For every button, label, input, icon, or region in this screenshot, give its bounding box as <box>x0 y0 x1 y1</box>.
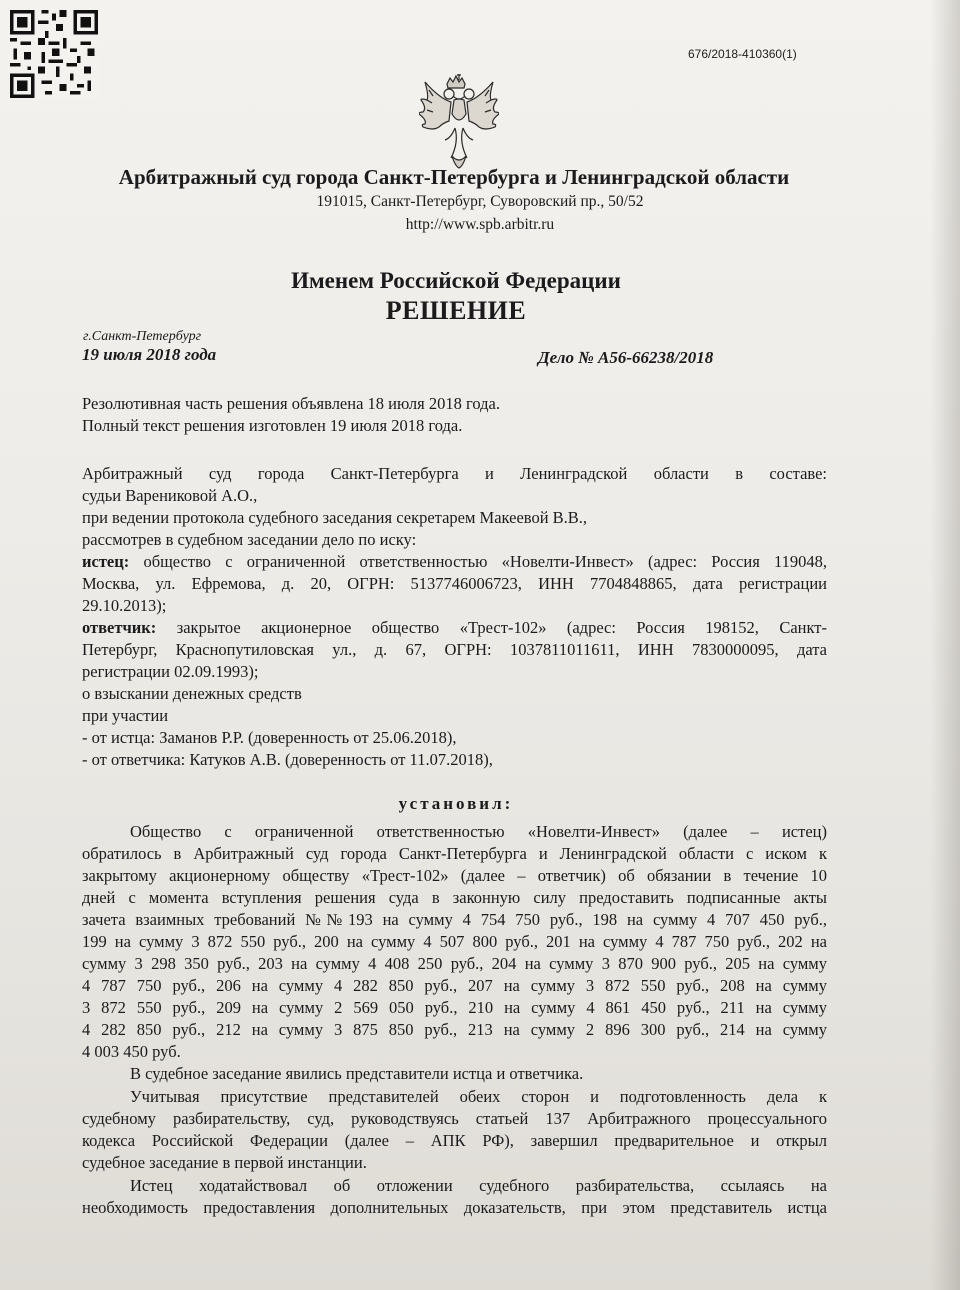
court-website: http://www.spb.arbitr.ru <box>405 216 555 233</box>
preamble-line: Полный текст решения изготовлен 19 июля 2018 года. <box>82 416 463 435</box>
body-line: дней с момента вступления решения суда в законную силу предоставить подписанные акты <box>82 888 827 907</box>
composition-line: судьи Варениковой А.О., <box>82 486 258 505</box>
body-line: Учитывая присутствие представителей обеих сторон и подготовленность дела к <box>130 1087 827 1106</box>
participation-label: при участии <box>82 706 169 725</box>
body-line: зачета взаимных требований №№193 на сумму 4 754 750 руб., 198 на сумму 4 707 450 руб., <box>82 910 827 929</box>
body-line: Истец ходатайствовал об отложении судебного разбирательства, ссылаясь на <box>130 1176 827 1195</box>
composition-line: рассмотрев в судебном заседании дело по иску: <box>82 530 417 549</box>
plaintiff-label: истец: <box>82 552 130 571</box>
court-address: 191015, Санкт-Петербург, Суворовский пр., 50/52 <box>316 193 644 210</box>
plaintiff-line: 29.10.2013); <box>82 596 167 615</box>
plaintiff-text: общество с ограниченной ответственностью «Новелти-Инвест» (адрес: Россия 119048, <box>129 552 827 571</box>
body-line: закрытому акционерному обществу «Трест-102» (далее – ответчик) об обязании в течение 10 <box>82 866 827 885</box>
plaintiff-line <box>82 551 827 573</box>
decision-title: РЕШЕНИЕ <box>385 296 527 325</box>
body-line: судебное заседание в первой инстанции. <box>82 1153 367 1172</box>
claim-subject: о взыскании денежных средств <box>82 684 302 703</box>
court-name: Арбитражный суд города Санкт-Петербурга и Ленинградской области <box>118 165 790 189</box>
composition-line: при ведении протокола судебного заседания секретарем Макеевой В.В., <box>82 508 588 527</box>
body-line: 4 003 450 руб. <box>82 1042 181 1061</box>
decision-date: 19 июля 2018 года <box>82 345 217 364</box>
in-name-of-heading: Именем Российской Федерации <box>291 268 621 293</box>
body-line: Общество с ограниченной ответственностью «Новелти-Инвест» (далее – истец) <box>130 822 827 841</box>
body-line: кодекса Российской Федерации (далее – АПК РФ), завершил предварительное и открыл <box>82 1131 827 1150</box>
defendant-label: ответчик: <box>82 618 157 637</box>
qr-code-icon <box>10 10 98 98</box>
preamble-line: Резолютивная часть решения объявлена 18 июля 2018 года. <box>82 394 500 413</box>
coat-of-arms-icon <box>419 70 499 170</box>
composition-line: Арбитражный суд города Санкт-Петербурга и Ленинградской области в составе: <box>82 464 827 483</box>
body-line: необходимость предоставления дополнительных доказательств, при этом представитель истца <box>82 1198 827 1217</box>
body-line: сумму 3 298 350 руб., 203 на сумму 4 408 250 руб., 204 на сумму 3 870 900 руб., 205 на сумму <box>82 954 827 973</box>
defendant-line: регистрации 02.09.1993); <box>82 662 259 681</box>
plaintiff-representative: - от истца: Заманов Р.Р. (доверенность от 25.06.2018), <box>82 728 457 747</box>
decision-city: г.Санкт-Петербург <box>83 329 202 344</box>
body-line: судебному разбирательству, суд, руководствуясь статьей 137 Арбитражного процессуального <box>82 1109 827 1128</box>
body-line: обратилось в Арбитражный суд города Санкт-Петербурга и Ленинградской области с иском к <box>82 844 827 863</box>
defendant-text: закрытое акционерное общество «Трест-102» (адрес: Россия 198152, Санкт- <box>156 618 827 637</box>
body-line: В судебное заседание явились представители истца и ответчика. <box>130 1064 584 1083</box>
document-id: 676/2018-410360(1) <box>688 47 797 61</box>
body-line: 4 282 850 руб., 212 на сумму 3 875 850 руб., 213 на сумму 2 896 300 руб., 214 на сумму <box>82 1020 827 1039</box>
case-number: Дело № А56-66238/2018 <box>538 348 714 367</box>
defendant-line <box>82 617 827 639</box>
plaintiff-line: Москва, ул. Ефремова, д. 20, ОГРН: 5137746006723, ИНН 7704848865, дата регистрации <box>82 574 827 593</box>
body-line: 3 872 550 руб., 209 на сумму 2 569 050 руб., 210 на сумму 4 861 450 руб., 211 на сумму <box>82 998 827 1017</box>
defendant-representative: - от ответчика: Катуков А.В. (доверенность от 11.07.2018), <box>82 750 493 769</box>
body-line: 4 787 750 руб., 206 на сумму 4 282 850 руб., 207 на сумму 3 872 550 руб., 208 на сумму <box>82 976 827 995</box>
defendant-line: Петербург, Краснопутиловская ул., д. 67, ОГРН: 1037811011611, ИНН 7830000095, дата <box>82 640 827 659</box>
body-line: 199 на сумму 3 872 550 руб., 200 на сумму 4 507 800 руб., 201 на сумму 4 787 750 руб., 202 на <box>82 932 827 951</box>
established-heading: установил: <box>398 794 514 813</box>
